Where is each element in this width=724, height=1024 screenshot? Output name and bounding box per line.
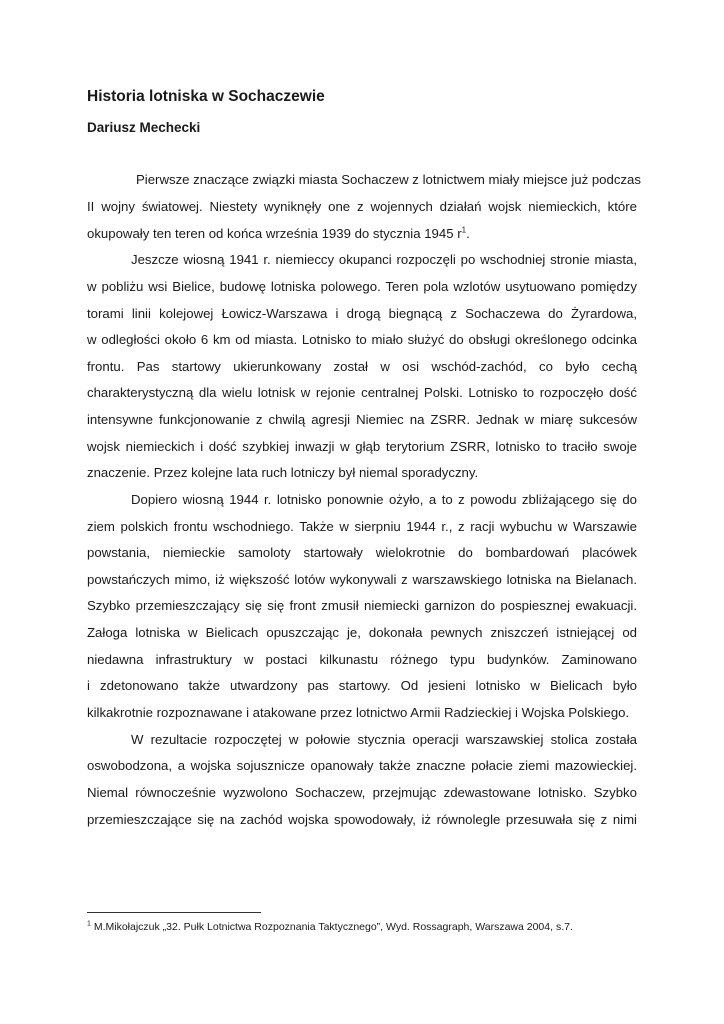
body-line: intensywne funkcjonowanie z chwilą agresji Niemiec na ZSRR. Jednak w miarę sukcesów (87, 412, 637, 427)
document-title: Historia lotniska w Sochaczewie (87, 88, 325, 105)
body-line: przemieszczające się na zachód wojska spowodowały, iż równolegle przesuwała się z nimi (87, 812, 637, 827)
body-line: II wojny światowej. Niestety wyniknęły one z wojennych działań wojsk niemieckich, które (87, 199, 637, 214)
body-line: i zdetonowano także utwardzony pas startowy. Od jesieni lotnisko w Bielicach było (87, 678, 637, 693)
body-line: powstania, niemieckie samoloty startowały wielokrotnie do bombardowań placówek (87, 545, 637, 560)
body-line: wojsk niemieckich i dość szybkiej inwazji w głąb terytorium ZSRR, lotnisko to traciło swoje (87, 439, 637, 454)
body-line: w pobliżu wsi Bielice, budowę lotniska polowego. Teren pola wzlotów usytuowano pomiędzy (87, 279, 637, 294)
body-line: frontu. Pas startowy ukierunkowany został w osi wschód-zachód, co było cechą (87, 359, 637, 374)
footnote (87, 921, 573, 933)
body-line: charakterystyczną dla wielu lotnisk w rejonie centralnej Polski. Lotnisko to rozpoczęło dość (87, 385, 637, 400)
body-line: W rezultacie rozpoczętej w połowie stycznia operacji warszawskiej stolica została (131, 732, 637, 747)
body-line: kilkakrotnie rozpoznawane i atakowane przez lotnictwo Armii Radzieckiej i Wojska Polskiego. (87, 705, 630, 720)
body-line: oswobodzona, a wojska sojusznicze opanowały także znaczne połacie ziemi mazowieckiej. (87, 758, 637, 773)
body-line: w odległości około 6 km od miasta. Lotnisko to miało służyć do obsługi określonego odcinka (87, 332, 637, 347)
body-line: Pierwsze znaczące związki miasta Sochaczew z lotnictwem miały miejsce już podczas (136, 172, 641, 187)
body-line: Szybko przemieszczający się się front zmusił niemiecki garnizon do pospiesznej ewakuacji. (87, 598, 637, 613)
body-line-text: okupowały ten teren od końca września 1939 do stycznia 1945 r (87, 226, 462, 241)
body-line: okupowały ten teren od końca września 1939 do stycznia 1945 r$^1$. (87, 225, 470, 241)
body-line: torami linii kolejowej Łowicz-Warszawa i drogą biegnącą z Sochaczewa do Żyrardowa, (87, 306, 637, 321)
footnote-separator (87, 912, 261, 913)
body-line: Załoga lotniska w Bielicach opuszczając je, dokonała pewnych zniszczeń istniejącej od (87, 625, 637, 640)
footnote-marker: 1 (87, 920, 91, 928)
body-line: Jeszcze wiosną 1941 r. niemieccy okupanci rozpoczęli po wschodniej stronie miasta, (131, 252, 637, 267)
footnote-text: M.Mikołajczuk „32. Pułk Lotnictwa Rozpoznania Taktycznego”, Wyd. Rossagraph, Warszawa 2004, s.7. (93, 921, 573, 933)
body-line: powstańczych mimo, iż większość lotów wykonywali z warszawskiego lotniska na Bielanach. (87, 572, 637, 587)
body-line: Dopiero wiosną 1944 r. lotnisko ponownie ożyło, a to z powodu zbliżającego się do (131, 492, 637, 507)
body-line: Niemal równocześnie wyzwolono Sochaczew, przejmując zdewastowane lotnisko. Szybko (87, 785, 637, 800)
body-line: ziem polskich frontu wschodniego. Także w sierpniu 1944 r., z racji wybuchu w Warszawie (87, 519, 637, 534)
footnote-reference: 1 (461, 225, 467, 235)
body-line: znaczenie. Przez kolejne lata ruch lotniczy był niemal sporadyczny. (87, 465, 479, 480)
body-line: niedawna infrastruktury w postaci kilkunastu różnego typu budynków. Zaminowano (87, 652, 637, 667)
document-author: Dariusz Mechecki (87, 120, 201, 135)
